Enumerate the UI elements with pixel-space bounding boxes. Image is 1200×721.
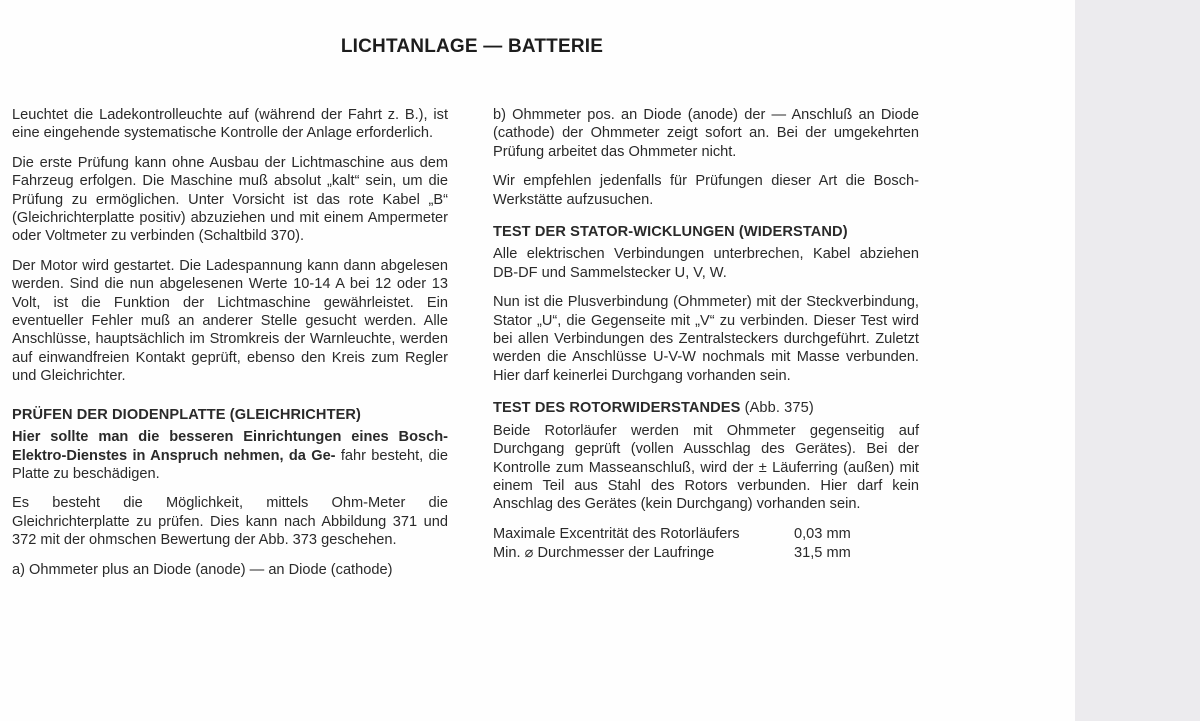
section-heading-rotor <box>493 399 919 417</box>
paragraph: Alle elektrischen Verbindungen unterbrechen, Kabel abziehen DB-DF und Sammelstecker U, V, W. <box>493 246 919 281</box>
paragraph: Es besteht die Möglichkeit, mittels Ohm-Meter die Gleichrichterplatte zu prüfen. Dies kann nach Abbildung 371 und 372 mit der ohmschen Bewertung der Abb. 373 geschehen. <box>12 495 448 549</box>
paragraph: Der Motor wird gestartet. Die Ladespannung kann dann abgelesen werden. Sind die nun abgelesenen Werte 10-14 A bei 12 oder 13 Volt, ist die Funktion der Lichtmaschine gewährleistet. Ein eventueller Fehler muß an anderer Stelle gesucht werden. Alle Anschlüsse, hauptsächlich im Stromkreis der Warnleuchte, werden auf einwandfreien Kontakt geprüft, ebenso den Kreis zum Regler und Gleichrichter. <box>12 257 448 385</box>
left-column <box>12 106 448 590</box>
spec-row-diameter <box>493 544 919 563</box>
paragraph: b) Ohmmeter pos. an Diode (anode) der — Anschluß an Diode (cathode) der Ohmmeter zeigt sofort an. Bei der umgekehrten Prüfung arbeitet das Ohmmeter nicht. <box>493 107 919 160</box>
spec-label: Maximale Excentrität des Rotorläufers <box>493 525 740 542</box>
paragraph: Beide Rotorläufer werden mit Ohmmeter gegenseitig auf Durchgang geprüft (vollen Ausschlag des Gerätes). Bei der Kontrolle zum Masseanschluß, wird der ± Läuferring (außen) mit einem Teil aus Stahl des Rotors verbunden. Hier darf kein Anschlag des Gerätes (kein Durchgang) vorhanden sein. <box>493 422 919 513</box>
paragraph: Die erste Prüfung kann ohne Ausbau der Lichtmaschine aus dem Fahrzeug erfolgen. Die Maschine muß absolut „kalt“ sein, um die Prüfung zu ermöglichen. Unter Vorsicht ist das rote Kabel „B“ (Gleichrichterplatte positiv) abzuziehen und mit einem Ampermeter oder Voltmeter zu verbinden (Schaltbild 370). <box>12 154 448 245</box>
warning-bold-text: Hier sollte man die besseren Einrichtungen eines Bosch-Elektro-Dienstes in Anspruch nehmen, da Ge- <box>12 429 448 464</box>
section-heading-stator: TEST DER STATOR-WICKLUNGEN (WIDERSTAND) <box>493 224 848 241</box>
paragraph: a) Ohmmeter plus an Diode (anode) — an Diode (cathode) <box>12 561 393 578</box>
viewer-side-panel <box>1075 0 1200 721</box>
warning-normal-text: fahr besteht, die Platte zu beschädigen. <box>12 447 448 482</box>
rotor-heading-text: TEST DES ROTORWIDERSTANDES <box>493 400 741 417</box>
page-title: LICHTANLAGE — BATTERIE <box>340 36 604 57</box>
paragraph: Nun ist die Plusverbindung (Ohmmeter) mit der Steckverbindung, Stator „U“, die Gegenseite mit „V“ zu verbinden. Dieser Test wird bei allen Verbindungen des Zentralsteckers durchgeführt. Zuletzt werden die Anschlüsse U-V-W nochmals mit Masse verbunden. Hier darf keinerlei Durchgang vorhanden sein. <box>493 294 919 384</box>
paragraph: Wir empfehlen jedenfalls für Prüfungen dieser Art die Bosch-Werkstätte aufzusuchen. <box>493 173 919 208</box>
spec-value: 0,03 mm <box>794 525 851 542</box>
spec-value: 31,5 mm <box>794 544 851 561</box>
rotor-heading-reference: (Abb. 375) <box>744 400 814 417</box>
spec-label: Min. ⌀ Durchmesser der Laufringe <box>493 544 715 561</box>
section-heading-diodenplatte: PRÜFEN DER DIODENPLATTE (GLEICHRICHTER) <box>12 406 362 423</box>
paragraph: Leuchtet die Ladekontrolleuchte auf (während der Fahrt z. B.), ist eine eingehende systematische Kontrolle der Anlage erforderlich. <box>12 107 448 142</box>
spec-row-excentricity <box>493 525 919 544</box>
warning-paragraph <box>12 428 448 483</box>
right-column <box>493 106 919 563</box>
